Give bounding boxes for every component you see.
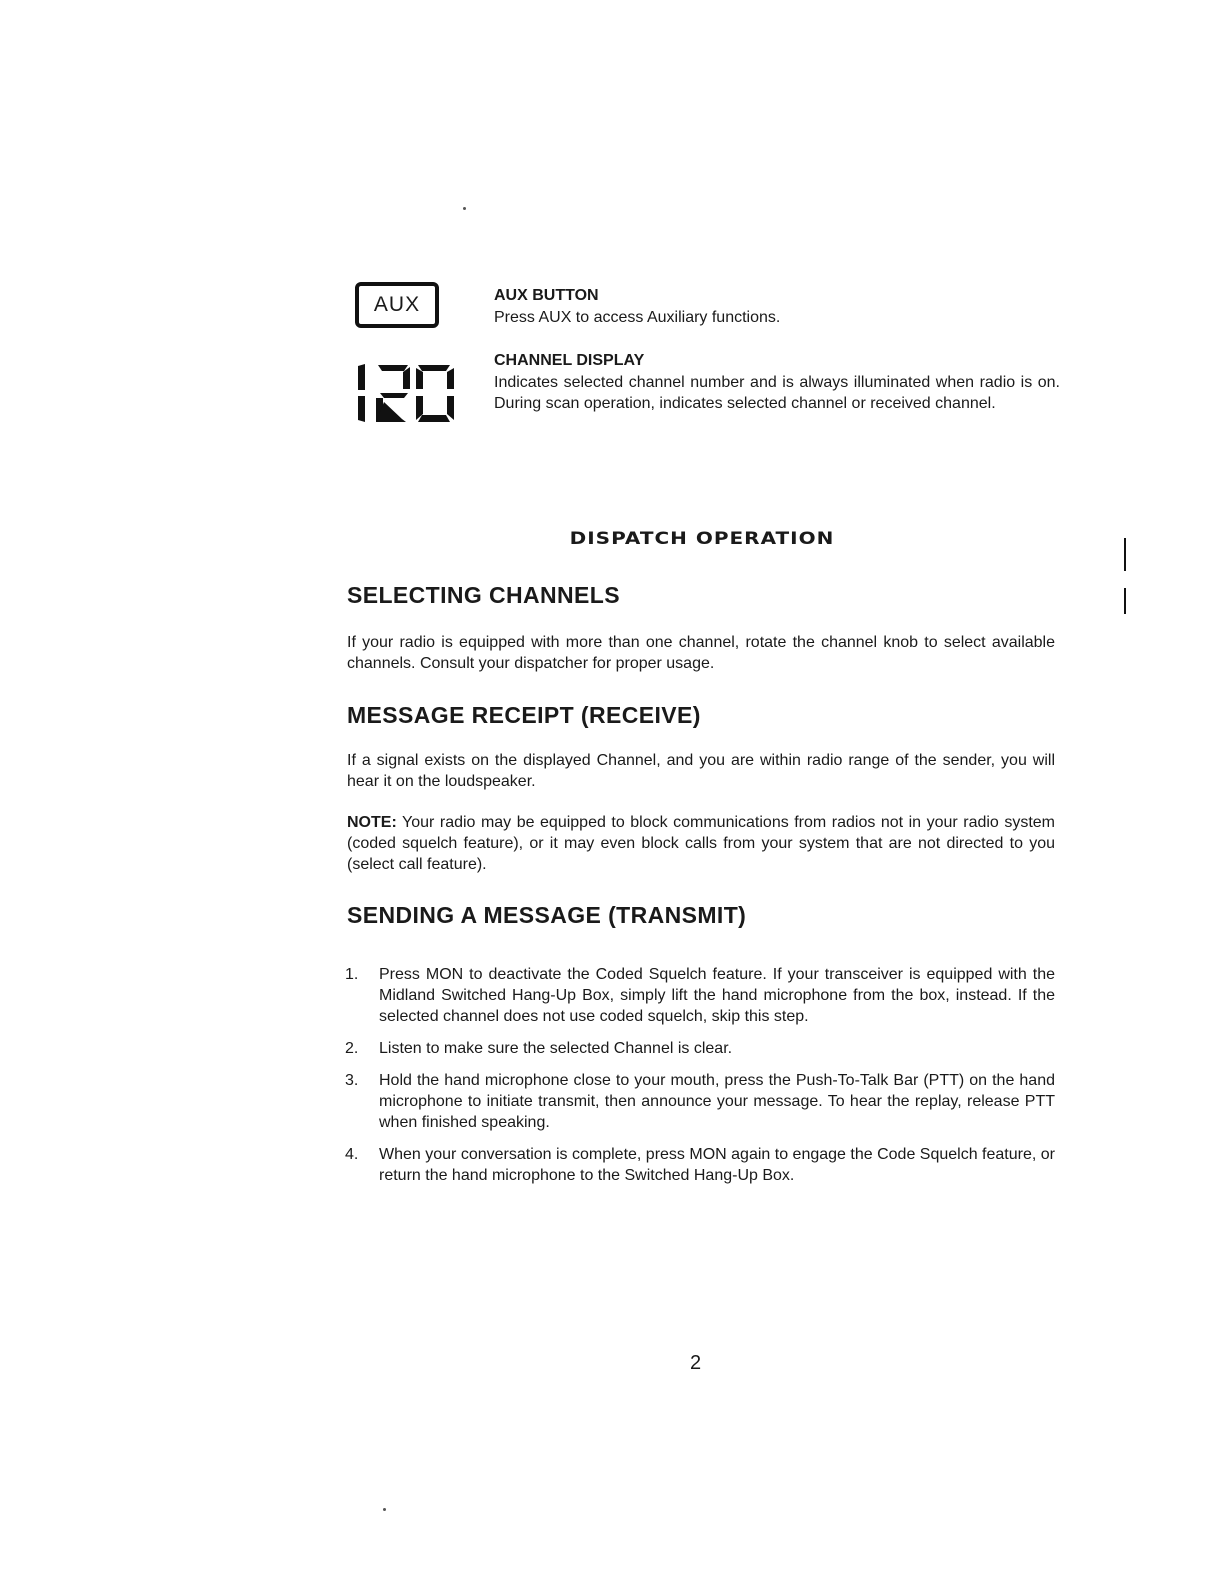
selecting-channels-text: If your radio is equipped with more than one channel, rotate the channel knob to select available channels. Consult your dispatcher for proper usage. bbox=[347, 634, 1055, 672]
dispatch-operation-heading: DISPATCH OPERATION bbox=[569, 527, 835, 549]
step-text: When your conversation is complete, press MON again to engage the Code Squelch feature, or return the hand microphone to the Switched Hang-Up Box. bbox=[379, 1146, 1055, 1184]
channel-display-icon bbox=[352, 362, 460, 424]
list-item bbox=[345, 1144, 1055, 1186]
margin-change-bar bbox=[1124, 588, 1126, 614]
step-text: Listen to make sure the selected Channel is clear. bbox=[379, 1040, 733, 1057]
list-item bbox=[345, 1070, 1055, 1133]
note-paragraph bbox=[347, 812, 1055, 875]
note-label: NOTE: bbox=[347, 814, 397, 831]
selecting-channels-heading: SELECTING CHANNELS bbox=[347, 582, 620, 608]
step-text: Press MON to deactivate the Coded Squelch feature. If your transceiver is equipped with the Midland Switched Hang-Up Box, simply lift the hand microphone from the box, instead. If the selected channel does not use coded squelch, skip this step. bbox=[379, 966, 1055, 1025]
note-text: Your radio may be equipped to block communications from radios not in your radio system (coded squelch feature), or it may even block calls from your system that are not directed to you (select call feature). bbox=[347, 814, 1056, 873]
list-item bbox=[345, 964, 1055, 1027]
message-receipt-heading: MESSAGE RECEIPT (RECEIVE) bbox=[347, 702, 701, 728]
channel-display-title: CHANNEL DISPLAY bbox=[494, 352, 645, 369]
step-number: 3. bbox=[345, 1072, 359, 1089]
margin-change-bar bbox=[1124, 538, 1126, 571]
step-number: 4. bbox=[345, 1146, 359, 1163]
message-receipt-text: If a signal exists on the displayed Channel, and you are within radio range of the sender, you will hear it on the loudspeaker. bbox=[347, 752, 1055, 790]
channel-display-section bbox=[494, 352, 1060, 414]
sending-message-heading: SENDING A MESSAGE (TRANSMIT) bbox=[347, 902, 747, 928]
aux-icon-label: AUX bbox=[373, 293, 421, 316]
aux-button-title: AUX BUTTON bbox=[494, 287, 599, 304]
step-number: 2. bbox=[345, 1040, 359, 1057]
aux-button-icon bbox=[355, 282, 439, 328]
page-number: 2 bbox=[690, 1352, 702, 1374]
aux-button-text: Press AUX to access Auxiliary functions. bbox=[494, 309, 781, 326]
aux-button-section bbox=[494, 287, 1060, 328]
transmit-steps-list bbox=[345, 964, 1055, 1197]
scan-speck bbox=[383, 1508, 386, 1511]
step-text: Hold the hand microphone close to your mouth, press the Push-To-Talk Bar (PTT) on the hand microphone to initiate transmit, then announce your message. To hear the replay, release PTT when finished speaking. bbox=[379, 1072, 1055, 1131]
scan-speck bbox=[463, 207, 466, 210]
channel-display-text: Indicates selected channel number and is always illuminated when radio is on. During scan operation, indicates selected channel or received channel. bbox=[494, 374, 1060, 412]
list-item bbox=[345, 1038, 1055, 1059]
step-number: 1. bbox=[345, 966, 359, 983]
